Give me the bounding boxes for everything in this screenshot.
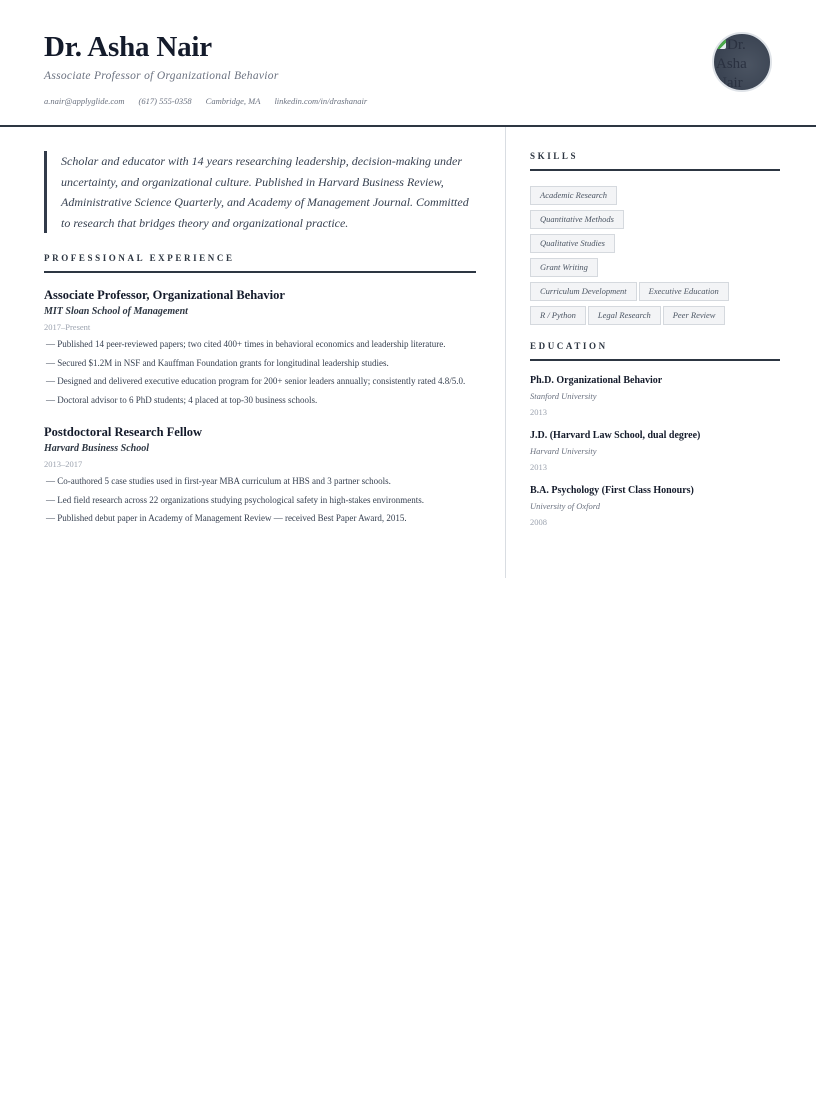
education-degree: B.A. Psychology (First Class Honours) [530, 485, 694, 496]
section-title-skills: SKILLS [530, 151, 780, 171]
job-bullets [44, 474, 476, 526]
candidate-name: Dr. Asha Nair [44, 31, 212, 63]
bullet-item: — Published 14 peer-reviewed papers; two cited 400+ times in behavioral economics and leadership literature. [44, 337, 476, 352]
main-column [0, 127, 506, 578]
bullet-item: — Secured $1.2M in NSF and Kauffman Foundation grants for longitudinal leadership studies. [44, 356, 476, 371]
job-bullets [44, 337, 476, 407]
education-year: 2008 [530, 517, 547, 527]
avatar-alt-text: Dr. Asha Nair [716, 37, 747, 91]
education-entry [530, 374, 780, 418]
education-school: Stanford University [530, 391, 597, 401]
skill-tag: Peer Review [663, 306, 726, 325]
contact-linkedin[interactable]: linkedin.com/in/drashanair [274, 96, 368, 106]
education-degree: J.D. (Harvard Law School, dual degree) [530, 430, 701, 441]
skill-tag: Qualitative Studies [530, 234, 615, 253]
skills-list [530, 186, 740, 325]
education-year: 2013 [530, 407, 547, 417]
bullet-item: — Published debut paper in Academy of Management Review — received Best Paper Award, 2015. [44, 511, 476, 526]
sidebar-column [506, 127, 816, 578]
resume-header [0, 0, 816, 127]
bullet-item: — Doctoral advisor to 6 PhD students; 4 placed at top-30 business schools. [44, 393, 476, 408]
skill-tag: Curriculum Development [530, 282, 637, 301]
summary: Scholar and educator with 14 years researching leadership, decision-making under uncertainty, and organizational culture. Published in Harvard Business Review, Administrative Science Quarterly, and Academy of Management Journal. Committed to research that bridges theory and organizational practice. [44, 151, 476, 233]
skill-tag: Academic Research [530, 186, 617, 205]
education-year: 2013 [530, 462, 547, 472]
contact-phone[interactable]: (617) 555-0358 [138, 96, 192, 106]
skill-tag: Executive Education [639, 282, 729, 301]
job-entry [44, 287, 476, 407]
resume-body [0, 127, 816, 578]
contact-location: Cambridge, MA [205, 96, 261, 106]
broken-image-icon [716, 39, 726, 49]
avatar [712, 32, 772, 92]
job-title: Postdoctoral Research Fellow [44, 425, 203, 439]
candidate-title: Associate Professor of Organizational Behavior [44, 70, 279, 82]
skill-tag: Quantitative Methods [530, 210, 624, 229]
job-entry [44, 424, 476, 526]
skill-tag: R / Python [530, 306, 586, 325]
skill-tag: Grant Writing [530, 258, 598, 277]
contact-email[interactable]: a.nair@applyglide.com [44, 96, 125, 106]
section-title-experience: PROFESSIONAL EXPERIENCE [44, 253, 476, 273]
skill-tag: Legal Research [588, 306, 661, 325]
job-organization: Harvard Business School [44, 443, 150, 454]
bullet-item: — Co-authored 5 case studies used in first-year MBA curriculum at HBS and 3 partner schools. [44, 474, 476, 489]
education-entry [530, 429, 780, 473]
job-title: Associate Professor, Organizational Behavior [44, 288, 285, 302]
bullet-item: — Led field research across 22 organizations studying psychological safety in high-stakes environments. [44, 493, 476, 508]
education-degree: Ph.D. Organizational Behavior [530, 375, 663, 386]
job-organization: MIT Sloan School of Management [44, 306, 188, 317]
bullet-item: — Designed and delivered executive education program for 200+ senior leaders annually; consistently rated 4.8/5.0. [44, 374, 476, 389]
job-dates: 2017–Present [44, 322, 91, 332]
education-school: University of Oxford [530, 501, 601, 511]
job-dates: 2013–2017 [44, 459, 83, 469]
education-entry [530, 484, 780, 528]
education-school: Harvard University [530, 446, 597, 456]
section-title-education: EDUCATION [530, 341, 780, 361]
contact-info [44, 95, 772, 107]
